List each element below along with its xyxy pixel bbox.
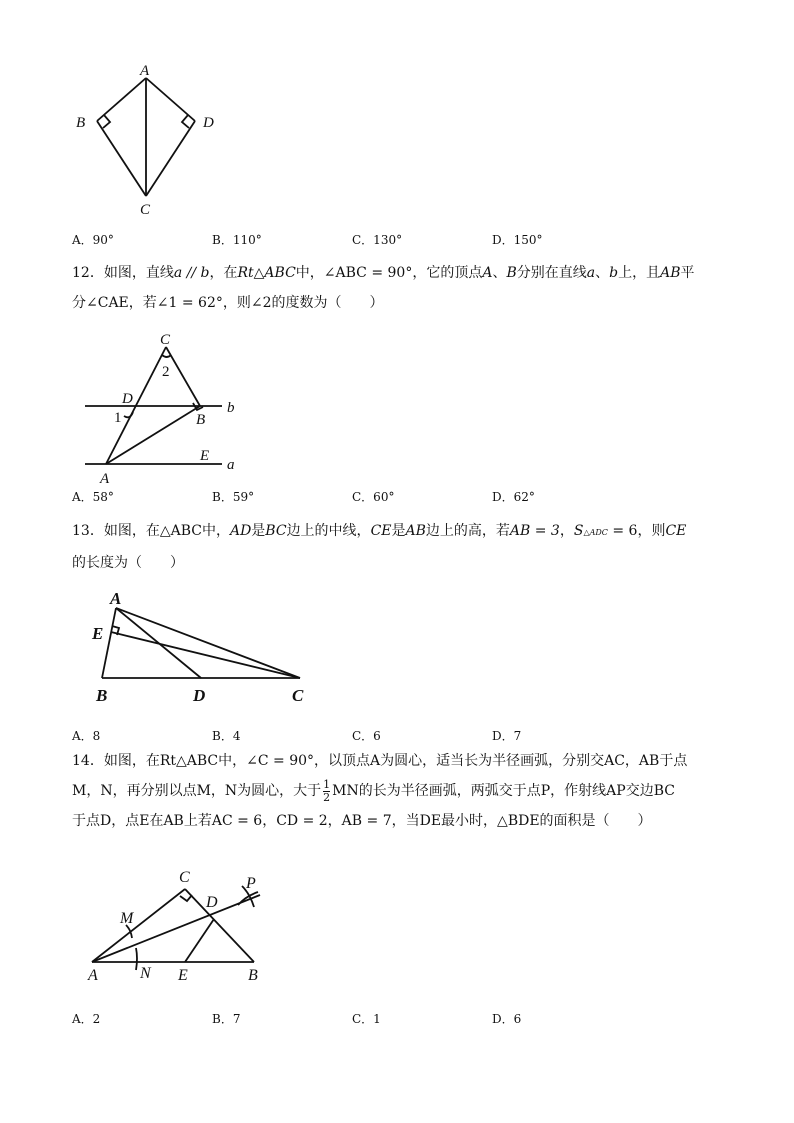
q14-ray-ap	[92, 895, 260, 962]
q13-line-1	[72, 516, 732, 548]
q14-option-d[interactable]: D．6	[492, 1012, 522, 1026]
q13-text: = 6，则	[607, 523, 666, 539]
q12-math: b	[609, 265, 619, 281]
q12-text: 上，且	[618, 265, 661, 281]
q12-option-b[interactable]: B．59°	[212, 490, 255, 504]
q11-segment-bc	[97, 121, 146, 196]
q14-options	[72, 1010, 672, 1026]
q14-label-b: B	[248, 967, 258, 984]
q13-option-a[interactable]: A．8	[72, 729, 101, 743]
q14-line-1: 14．如图，在Rt△ABC中，∠C = 90°，以顶点A为圆心，适当长为半径画弧，分别交AC，AB于点	[72, 753, 688, 769]
q11-option-a[interactable]: A．90°	[72, 233, 114, 247]
q12-text: 12．如图，直线	[72, 265, 174, 281]
q13-segment-ab	[102, 608, 116, 678]
q13-text: 13．如图，在△ABC中，	[72, 523, 230, 539]
q14-arc-n	[136, 948, 137, 970]
q11-segment-ab	[97, 78, 146, 121]
q13-label-b: B	[96, 686, 108, 705]
q12-text: 分别在直线	[516, 265, 587, 281]
q13-options	[72, 727, 672, 743]
q14-line-2	[72, 776, 732, 806]
q12-option-d[interactable]: D．62°	[492, 490, 535, 504]
q13-label-d: D	[193, 686, 206, 705]
q12-figure	[70, 330, 260, 485]
q12-text: 中，∠ABC = 90°，它的顶点	[295, 265, 483, 281]
q13-option-d[interactable]: D．7	[492, 729, 522, 743]
q14-figure	[70, 852, 310, 992]
q13-text: 边上的高，若	[425, 523, 510, 539]
q13-option-b[interactable]: B．4	[212, 729, 241, 743]
q13-text: 是	[251, 523, 266, 539]
q11-options	[72, 231, 672, 247]
q13-text: 边上的中线，	[286, 523, 371, 539]
q11-right-angle-b	[103, 115, 110, 128]
q13-math: CE	[665, 523, 687, 539]
q12-text: 平	[680, 265, 695, 281]
q12-label-line-a: a	[227, 457, 235, 473]
q12-line-2: 分∠CAE，若∠1 = 62°，则∠2的度数为（ ）	[72, 295, 384, 311]
q12-label-b: B	[196, 412, 206, 428]
q11-right-angle-d	[182, 115, 189, 128]
q14-segment-de	[185, 919, 214, 962]
q12-line-1	[72, 258, 732, 288]
q12-option-c[interactable]: C．60°	[352, 490, 395, 504]
q12-options	[72, 488, 672, 504]
q14-option-b[interactable]: B．7	[212, 1012, 241, 1026]
q12-text: ，在	[209, 265, 238, 281]
q13-stem	[72, 516, 732, 578]
q12-label-e: E	[200, 448, 210, 464]
q11-segment-dc	[146, 121, 195, 196]
q14-label-m: M	[120, 910, 134, 927]
q13-subscript: △ADC	[583, 528, 608, 537]
q14-fraction-numerator: 1	[323, 777, 331, 791]
q14-segment-ac	[92, 889, 185, 962]
q12-angle-2-arc	[162, 355, 171, 357]
q12-text: 、	[595, 265, 610, 281]
q14-fraction	[323, 779, 330, 804]
q12-label-d: D	[122, 391, 133, 407]
q13-text: 是	[391, 523, 406, 539]
q14-label-p: P	[246, 875, 256, 892]
q11-option-c[interactable]: C．130°	[352, 233, 403, 247]
q14-label-n: N	[140, 965, 151, 982]
q13-line-2: 的长度为（ ）	[72, 555, 184, 571]
q13-option-c[interactable]: C．6	[352, 729, 381, 743]
q14-text: MN的长为半径画弧，两弧交于点P，作射线AP交边BC	[332, 783, 675, 799]
q11-label-c: C	[140, 202, 151, 218]
q12-math: A	[482, 265, 493, 281]
q13-label-e: E	[92, 624, 104, 643]
q12-label-2: 2	[162, 364, 170, 380]
q13-math: S	[573, 523, 584, 539]
q13-math: AB = 3	[509, 523, 560, 539]
q13-figure	[70, 582, 330, 712]
q13-math: BC	[265, 523, 287, 539]
q14-label-a: A	[88, 967, 98, 984]
q13-segment-ac	[116, 608, 300, 678]
q14-text: M，N，再分别以点M，N为圆心，大于	[72, 783, 322, 799]
q12-label-line-b: b	[227, 400, 235, 416]
q14-option-a[interactable]: A．2	[72, 1012, 101, 1026]
q13-math: CE	[370, 523, 392, 539]
q12-text: 、	[492, 265, 507, 281]
q13-label-a: A	[110, 589, 122, 608]
q11-option-d[interactable]: D．150°	[492, 233, 543, 247]
q14-stem	[72, 746, 732, 836]
q13-math: AB	[405, 523, 426, 539]
q14-label-e: E	[178, 967, 188, 984]
q12-math: AB	[660, 265, 681, 281]
q14-label-c: C	[179, 869, 190, 886]
q13-text: ，	[559, 523, 574, 539]
q12-stem	[72, 258, 732, 318]
q11-label-b: B	[76, 115, 86, 131]
q13-label-c: C	[292, 686, 304, 705]
q14-line-3: 于点D，点E在AB上若AC = 6，CD = 2，AB = 7，当DE最小时，△BDE的面积是（ ）	[72, 813, 652, 829]
q11-label-a: A	[140, 63, 150, 79]
q11-figure	[70, 62, 230, 222]
q12-math: a ∕∕ b	[173, 265, 210, 281]
q12-option-a[interactable]: A．58°	[72, 490, 114, 504]
q12-label-a: A	[100, 471, 110, 485]
q14-label-d: D	[206, 894, 218, 911]
q11-segment-ad	[146, 78, 195, 121]
q14-option-c[interactable]: C．1	[352, 1012, 381, 1026]
q12-math: Rt△ABC	[237, 265, 296, 281]
q12-label-1: 1	[114, 410, 122, 426]
q12-math: a	[586, 265, 596, 281]
q13-math: AD	[229, 523, 252, 539]
q12-label-c: C	[160, 332, 171, 348]
q11-label-d: D	[203, 115, 214, 131]
q11-option-b[interactable]: B．110°	[212, 233, 262, 247]
q12-math: B	[506, 265, 517, 281]
q14-right-angle-c	[180, 895, 192, 901]
q13-segment-ce	[111, 632, 300, 678]
q14-fraction-denominator: 2	[323, 790, 331, 804]
